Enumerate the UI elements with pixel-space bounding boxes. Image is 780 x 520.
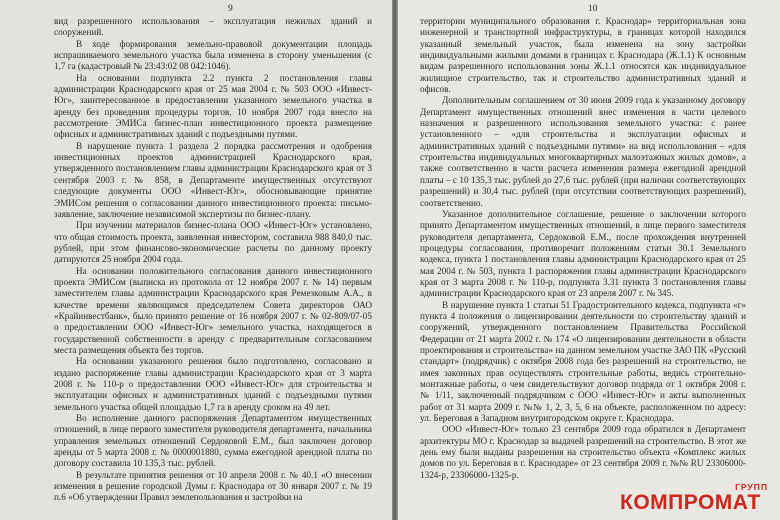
watermark-sub-label: ГРУПП: [735, 482, 768, 492]
paragraph: При изучении материалов бизнес-плана ООО «Инвест-Юг» установлено, что общая стоимость проекта, заявленная инвестором, составила 988 840,0 тыс. рублей, при этом финансово-экономические расчеты по данному проекту датируются 25 ноября 2004 года.: [54, 220, 372, 265]
paragraph: ООО «Инвест-Юг» только 23 сентября 2009 года обратился в Департамент архитектуры МО г. Краснодар за выдачей разрешений на строительство. В этот же день ему были выданы разрешения на строительство объекта «Комплекс жилых домов по ул. Береговая в г. Краснодаре» от 23 сентября 2009 г. №№ RU 23306000-1324-р, 23306000-1325-р.: [420, 424, 746, 480]
right-page-text: [420, 16, 746, 481]
watermark-brand-label: КОМПРОМАТ: [620, 491, 761, 514]
paragraph: Во исполнение данного распоряжения Департаментом имущественных отношений, в лице первого заместителя руководителя департамента, начальника управления земельных отношений Сердоковой Е.М., был заключен договор аренды от 5 марта 2008 г. № 0000001880, сумма ежегодной арендной платы по договору составила 10 135,3 тыс. рублей.: [54, 413, 372, 469]
paragraph: В нарушение пункта 1 раздела 2 порядка рассмотрения и одобрения инвестиционных проектов администрацией Краснодарского края, утвержденного постановлением главы администрации Краснодарского края от 3 сентября 2003 г. № 858, в Департаменте имущественных отсутствуют следующие документы ООО «Инвест-Юг», обосновывающие принятие ЭМИСом решения о согласовании данного инвестиционного проекта: письмо-заявление, заключение независимой экспертизы по бизнес-плану.: [54, 140, 372, 219]
page-number: 10: [588, 4, 598, 14]
paragraph: В результате принятия решения от 10 апреля 2008 г. № 40.1 «О внесении изменения в решение городской Думы г. Краснодара от 30 января 2007 г. № 19 п.6 «Об утверждении Правил землепользования и застройки на: [54, 469, 372, 503]
paragraph: Указанное дополнительное соглашение, решение о заключении которого принято Департаментом имущественных отношений, в лице первого заместителя руководителя департамента, Сердоковой Е.М., после прохождения внутренней процедуры согласования, противоречит положениям статьи 30.1 Земельного кодекса, пункта 1 постановления главы администрации Краснодарского края от 25 мая 2004 г. № 503, пункта 1 распоряжения главы администрации Краснодарского края от 3 марта 2008 г. № 110-р, подпункта 3.31 пункта 3 постановления главы администрации Краснодарского края от 23 апреля 2007 г. № 345.: [420, 208, 746, 299]
kompromat-watermark-logo: [620, 482, 770, 514]
paragraph: В ходе формирования земельно-правовой документации площадь испрашиваемого земельного участка была изменена в сторону уменьшения (с 1,7 га (кадастровый № 23:43:02 08 042:1046).: [54, 38, 372, 72]
paragraph: вид разрешенного использования – эксплуатация нежилых зданий и сооружений.: [54, 16, 372, 38]
paragraph: На основании положительного согласования данного инвестиционного проекта ЭМИСом (выписка из протокола от 12 ноября 2007 г. № 14) первым заместителем главы администрации Краснодарского края Ремезковым А.А., в качестве времени являющимся председателем Совета директоров ОАО «Крайинвестбанк», было принято решение от 16 ноября 2007 г. № 02-809/07-05 о предоставлении ООО «Инвест-Юг» земельного участка, находящегося в государственной собственности в аренду с предварительным согласованием места размещения объекта без торгов.: [54, 265, 372, 355]
paragraph: территории муниципального образования г. Краснодар» территориальная зона инженерной и транспортной инфраструктуры, в границах которой находился указанный земельный участок, была изменена на зону застройки индивидуальными жилыми домами в границах г. Краснодара (Ж.1.1) К основным видам разрешенного использования зоны Ж.1.1 относятся как индивидуальное жилищное строительство, так и строительство административных зданий и офисов.: [420, 16, 746, 95]
left-page-text: [54, 16, 372, 504]
paragraph: На основании подпункта 2.2 пункта 2 постановления главы администрации Краснодарского края от 25 мая 2004 г. № 503 ООО «Инвест-Юг», заинтересованное в предоставлении указанного земельного участка в аренду без проведения процедуры торгов, 10 ноября 2007 года внесло на рассмотрение ЭМИСа бизнес-план инвестиционного проекта размещение офисных и административных зданий с подъездными путями.: [54, 72, 372, 140]
page-number: 9: [228, 4, 233, 14]
paragraph: На основании указанного решения было подготовлено, согласовано и издано распоряжение главы администрации Краснодарского края от 3 марта 2008 г. № 110-р о предоставлении ООО «Инвест-Юг» для строительства и эксплуатации офисных и административных зданий с подъездными путями земельного участка общей площадью 1,7 га в аренду сроком на 49 лет.: [54, 356, 372, 412]
paragraph: В нарушение пункта 1 статьи 51 Градостроительного кодекса, подпункта «г» пункта 4 положения о лицензировании деятельности по строительству зданий и сооружений, утвержденного постановлением Правительства Российской Федерации от 21 марта 2002 г. № 174 «О лицензировании деятельности в области проектирования и строительства» на данном земельном участке ЗАО ПК «Русский стандарт» (подрядчик) с октября 2008 года без разрешений на строительство, не имея законных прав осуществлять строительные работы, ведись строительно-монтажные работы, о чем свидетельствуют договор подряда от 1 октября 2008 г. № 1/11, заключенный подрядчиком с ООО «Инвест-Юг» и акты выполненных работ от 31 марта 2009 г. №№ 1, 2, 3, 5, 6 на объекте, расположенном по адресу: ул. Береговая в Западном внутригородском округе г. Краснодара.: [420, 299, 746, 424]
paragraph: Дополнительным соглашением от 30 июня 2009 года к указанному договору Департамент имущественных отношений внес изменения в части целевого назначения и разрешенного использования земельного участка: с ранее установленного – «для строительства и эксплуатации офисных и административных зданий с подъездными путями» на вид использования – «для строительства индивидуальных многоквартирных малоэтажных жилых домов», а также соответственно в части расчета изменения размера ежегодной арендной платы – с 10 135,3 тыс. рублей до 27,6 тыс. рублей (при наличии соответствующих разрешений) и 30,4 тыс. рублей (при отсутствии соответствующих разрешений), соответственно.: [420, 95, 746, 208]
right-page: [398, 0, 780, 520]
